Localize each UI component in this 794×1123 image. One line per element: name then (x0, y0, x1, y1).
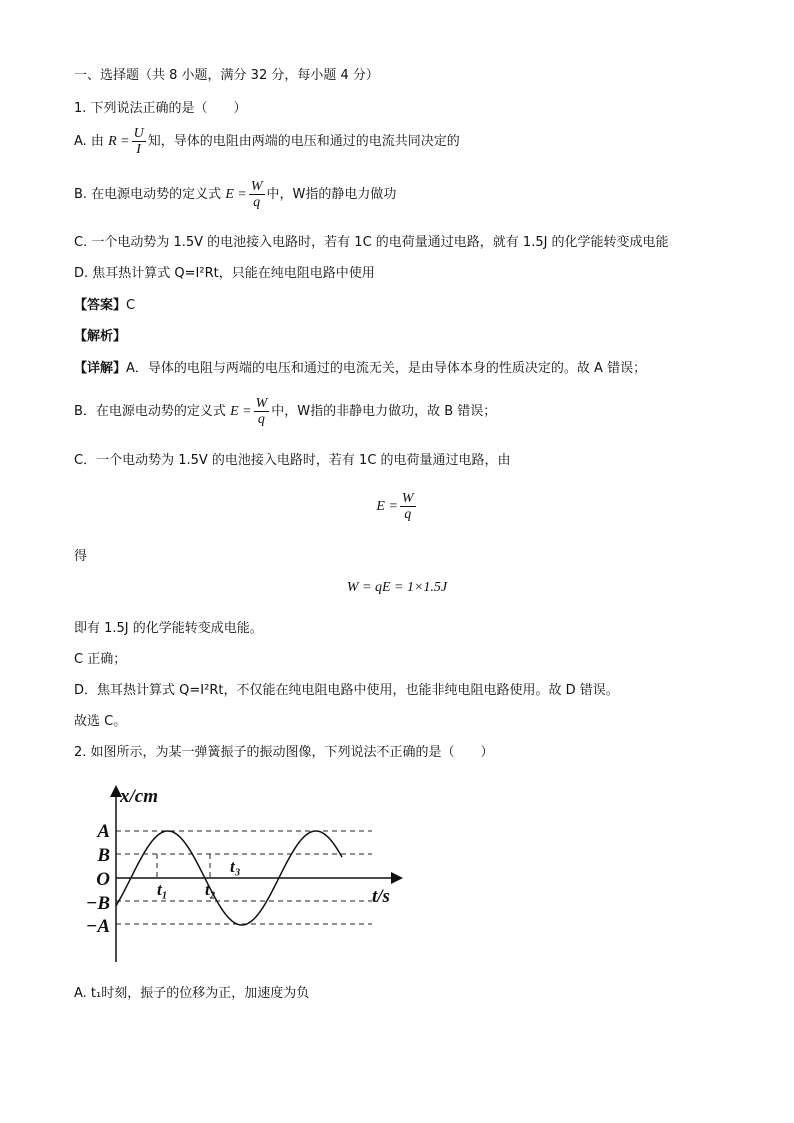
q1-option-b-fraction (249, 179, 265, 210)
equation-1-lhs: E = (376, 499, 398, 514)
q1-stem: 1. 下列说法正确的是（ ） (74, 101, 247, 116)
equation-2: W = qE = 1×1.5J (346, 580, 448, 595)
detail-label: 【详解】 (74, 361, 127, 376)
detail-c: C．一个电动势为 1.5V 的电池接入电路时，若有 1C 的电荷量通过电路，由 (74, 453, 511, 468)
equation-1-fraction (400, 491, 416, 522)
detail-d: D．焦耳热计算式 Q=I²Rt，不仅能在纯电阻电路中使用，也能非纯电阻电路使用。故 D 错误。 (74, 683, 619, 698)
q1-option-b-suffix: 中，W指的静电力做功 (266, 187, 397, 202)
q1-option-c: C. 一个电动势为 1.5V 的电池接入电路时，若有 1C 的电荷量通过电路，就有 1.5J 的化学能转变成电能 (74, 235, 669, 250)
fraction-numerator: W (255, 396, 268, 411)
section-heading: 一、选择题（共 8 小题，满分 32 分，每小题 4 分） (74, 68, 379, 83)
fraction-denominator: q (404, 506, 412, 522)
detail-b-fraction (254, 396, 270, 427)
fraction-numerator: U (133, 126, 144, 141)
analysis-label: 【解析】 (74, 329, 127, 344)
label-a: A (97, 821, 110, 842)
label-b: B (97, 845, 110, 866)
label-t2: t₂ (205, 880, 216, 899)
fraction-denominator: q (257, 412, 265, 427)
q1-option-a-prefix: A. 由 (74, 134, 104, 149)
x-axis-label: t/s (372, 886, 390, 907)
answer-label: 【答案】 (74, 298, 127, 313)
conclusion: 故选 C。 (74, 714, 127, 729)
c-correct: C 正确； (74, 652, 127, 667)
label-o: O (96, 869, 110, 890)
vibration-graph (74, 782, 414, 967)
answer-value: C (126, 298, 136, 313)
detail-b-eq-lhs: E = (230, 404, 252, 419)
detail-b (74, 394, 496, 430)
label-neg-b: −B (85, 893, 110, 914)
q1-option-a-suffix: 知，导体的电阻由两端的电压和通过的电流共同决定的 (147, 134, 460, 149)
q1-option-a-eq-lhs: R = (108, 134, 130, 149)
fraction-numerator: W (401, 490, 414, 506)
q2-option-a: A. t₁时刻，振子的位移为正，加速度为负 (74, 986, 310, 1001)
detail-a (74, 360, 646, 378)
q1-option-a-fraction (132, 126, 146, 157)
q2-stem: 2. 如图所示，为某一弹簧振子的振动图像，下列说法不正确的是（ ） (74, 745, 494, 760)
q1-option-a (74, 124, 460, 160)
label-neg-a: −A (85, 916, 110, 937)
label-t1: t₁ (157, 880, 168, 899)
fraction-denominator: q (253, 195, 261, 210)
q1-option-b-eq-lhs: E = (225, 187, 247, 202)
y-axis-label: x/cm (120, 786, 158, 807)
de-text: 得 (74, 549, 88, 564)
label-t3: t₃ (230, 857, 241, 876)
q1-option-b-prefix: B. 在电源电动势的定义式 (74, 187, 222, 202)
equation-1 (0, 486, 794, 527)
fraction-numerator: W (250, 179, 263, 194)
detail-a-text: A．导体的电阻与两端的电压和通过的电流无关，是由导体本身的性质决定的。故 A 错误； (126, 361, 647, 376)
q1-option-b (74, 177, 396, 213)
answer-line (74, 297, 135, 315)
detail-b-prefix: B．在电源电动势的定义式 (74, 404, 226, 419)
fraction-denominator: I (136, 142, 141, 157)
q1-option-d: D. 焦耳热计算式 Q=I²Rt，只能在纯电阻电路中使用 (74, 266, 375, 281)
c-result: 即有 1.5J 的化学能转变成电能。 (74, 621, 263, 636)
detail-b-suffix: 中，W指的非静电力做功，故 B 错误； (271, 404, 497, 419)
